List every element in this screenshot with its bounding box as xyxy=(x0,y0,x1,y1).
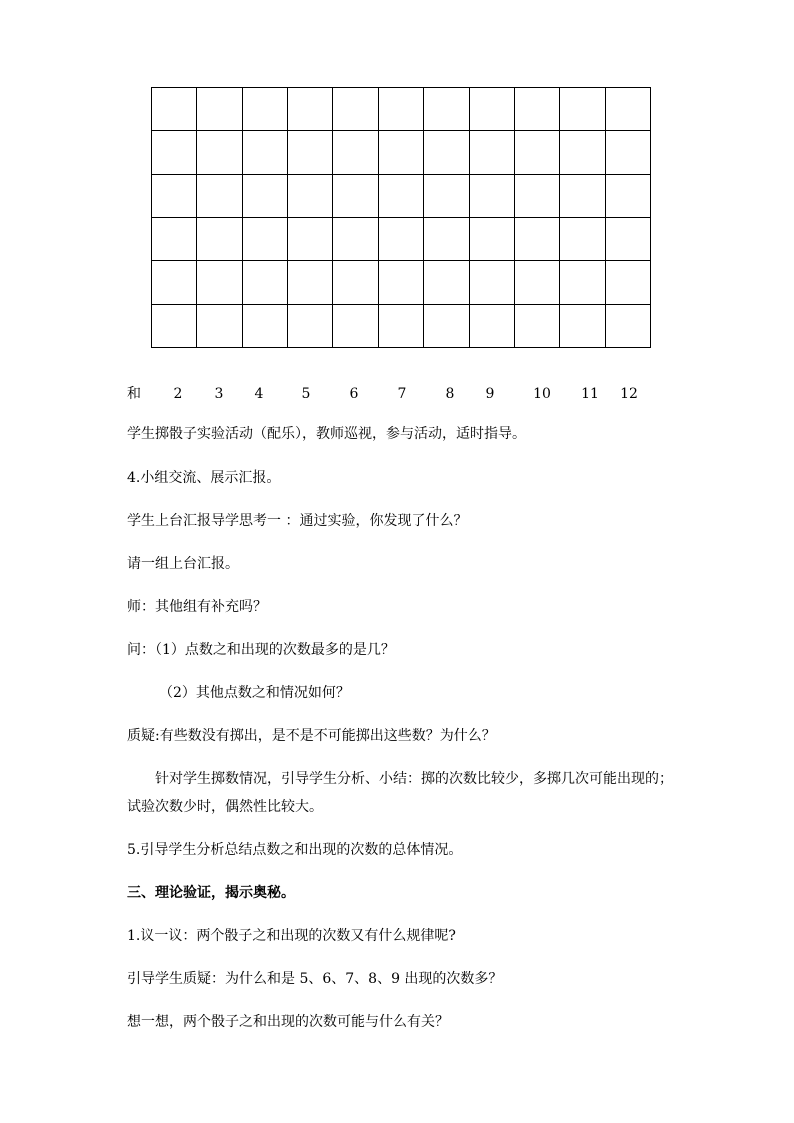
grid-row xyxy=(152,304,651,347)
grid-cell xyxy=(197,217,242,260)
sum-value-label: 3 xyxy=(214,386,224,402)
tally-grid xyxy=(151,87,651,348)
grid-cell xyxy=(560,88,605,131)
grid-cell xyxy=(514,217,559,260)
grid-cell xyxy=(288,261,333,304)
grid-cell xyxy=(605,131,650,174)
sum-value-label: 9 xyxy=(485,386,495,402)
grid-cell xyxy=(333,261,378,304)
grid-cell xyxy=(333,88,378,131)
paragraph-student-report: 学生上台汇报导学思考一 ：通过实验，你发现了什么？ xyxy=(127,513,468,529)
grid-cell xyxy=(333,174,378,217)
section-heading: 三、理论验证，揭示奥秘。 xyxy=(127,885,295,901)
grid-row xyxy=(152,131,651,174)
grid-row xyxy=(152,217,651,260)
grid-cell xyxy=(424,261,469,304)
grid-cell xyxy=(152,261,197,304)
grid-cell xyxy=(424,131,469,174)
grid-cell xyxy=(288,131,333,174)
grid-cell xyxy=(242,174,287,217)
paragraph-discuss: 1.议一议：两个骰子之和出现的次数又有什么规律呢? xyxy=(127,928,456,944)
paragraph-guide-question: 引导学生质疑：为什么和是 5、6、7、8、9 出现的次数多？ xyxy=(127,971,503,987)
grid-cell xyxy=(514,261,559,304)
paragraph-teacher-question: 师：其他组有补充吗？ xyxy=(127,599,267,615)
grid-cell xyxy=(378,174,423,217)
grid-cell xyxy=(288,174,333,217)
grid-cell xyxy=(152,174,197,217)
grid-cell xyxy=(605,174,650,217)
grid-row xyxy=(152,88,651,131)
grid-cell xyxy=(333,304,378,347)
grid-cell xyxy=(288,304,333,347)
grid-cell xyxy=(424,304,469,347)
sum-axis-row xyxy=(0,384,794,404)
grid-cell xyxy=(333,217,378,260)
grid-cell xyxy=(378,261,423,304)
grid-cell xyxy=(197,88,242,131)
sum-value-label: 5 xyxy=(301,386,311,402)
grid-cell xyxy=(560,217,605,260)
grid-cell xyxy=(152,217,197,260)
grid-cell xyxy=(242,304,287,347)
grid-cell xyxy=(560,174,605,217)
grid-cell xyxy=(560,261,605,304)
grid-cell xyxy=(242,131,287,174)
grid-row xyxy=(152,261,651,304)
grid-cell xyxy=(242,217,287,260)
paragraph-analysis-line-2: 试验次数少时，偶然性比较大。 xyxy=(127,799,323,815)
sum-axis-label: 和 xyxy=(127,386,141,402)
sum-value-label: 7 xyxy=(397,386,407,402)
grid-cell xyxy=(197,174,242,217)
grid-cell xyxy=(152,304,197,347)
grid-cell xyxy=(469,304,514,347)
grid-cell xyxy=(560,304,605,347)
grid-cell xyxy=(560,131,605,174)
grid-cell xyxy=(514,304,559,347)
grid-row xyxy=(152,174,651,217)
grid-cell xyxy=(469,88,514,131)
grid-cell xyxy=(469,261,514,304)
grid-cell xyxy=(378,304,423,347)
grid-cell xyxy=(152,88,197,131)
sum-value-label: 10 xyxy=(533,386,551,402)
sum-value-label: 12 xyxy=(620,386,638,402)
sum-value-label: 11 xyxy=(581,386,599,402)
grid-cell xyxy=(605,217,650,260)
sum-value-label: 8 xyxy=(445,386,455,402)
paragraph-question-1: 问：（1）点数之和出现的次数最多的是几？ xyxy=(127,642,395,658)
grid-cell xyxy=(197,261,242,304)
paragraph-summary: 5.引导学生分析总结点数之和出现的次数的总体情况。 xyxy=(127,842,463,858)
grid-cell xyxy=(288,88,333,131)
paragraph-group-exchange: 4.小组交流、展示汇报。 xyxy=(127,470,281,486)
sum-value-label: 4 xyxy=(254,386,264,402)
paragraph-think: 想一想，两个骰子之和出现的次数可能与什么有关？ xyxy=(127,1014,449,1030)
grid-cell xyxy=(605,261,650,304)
grid-cell xyxy=(469,131,514,174)
grid-cell xyxy=(514,131,559,174)
grid-cell xyxy=(378,88,423,131)
grid-cell xyxy=(197,131,242,174)
grid-cell xyxy=(242,88,287,131)
sum-value-label: 6 xyxy=(349,386,359,402)
grid-cell xyxy=(424,174,469,217)
grid-cell xyxy=(514,174,559,217)
grid-cell xyxy=(333,131,378,174)
grid-cell xyxy=(197,304,242,347)
paragraph-group-report: 请一组上台汇报。 xyxy=(127,556,239,572)
grid-cell xyxy=(469,174,514,217)
sum-value-label: 2 xyxy=(173,386,183,402)
grid-cell xyxy=(469,217,514,260)
grid-cell xyxy=(605,304,650,347)
grid-cell xyxy=(424,217,469,260)
grid-cell xyxy=(514,88,559,131)
grid-cell xyxy=(605,88,650,131)
paragraph-experiment-activity: 学生掷骰子实验活动（配乐），教师巡视，参与活动，适时指导。 xyxy=(127,426,526,442)
grid-cell xyxy=(242,261,287,304)
paragraph-question-2: （2）其他点数之和情况如何？ xyxy=(159,685,350,701)
grid-cell xyxy=(378,217,423,260)
grid-cell xyxy=(288,217,333,260)
paragraph-analysis-line-1: 针对学生掷数情况，引导学生分析、小结：掷的次数比较少，多掷几次可能出现的； xyxy=(155,771,673,787)
grid-cell xyxy=(424,88,469,131)
paragraph-doubt: 质疑:有些数没有掷出，是不是不可能掷出这些数？为什么？ xyxy=(127,728,496,744)
grid-cell xyxy=(378,131,423,174)
grid-cell xyxy=(152,131,197,174)
